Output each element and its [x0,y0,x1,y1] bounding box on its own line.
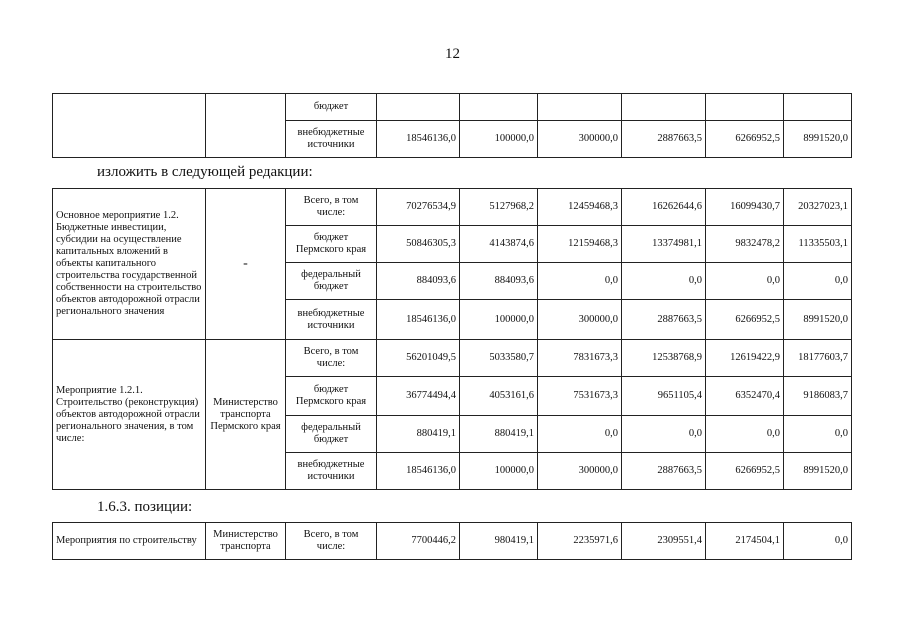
value-cell [460,94,538,121]
value-cell: 8991520,0 [784,453,852,490]
value-cell: 13374981,1 [622,226,706,263]
value-cell: 9186083,7 [784,377,852,416]
value-cell: 70276534,9 [377,189,460,226]
value-cell: 0,0 [622,263,706,300]
value-cell: 2235971,6 [538,523,622,560]
value-cell: 2887663,5 [622,300,706,340]
source-cell: внебюджетные источники [286,300,377,340]
value-cell: 11335503,1 [784,226,852,263]
source-cell: Всего, в том числе: [286,523,377,560]
value-cell: 300000,0 [538,300,622,340]
value-cell: 2309551,4 [622,523,706,560]
value-cell: 2887663,5 [622,453,706,490]
value-cell: 0,0 [784,416,852,453]
value-cell: 2174504,1 [706,523,784,560]
value-cell: 880419,1 [377,416,460,453]
value-cell: 6352470,4 [706,377,784,416]
bottom-table [52,522,852,560]
value-cell: 7700446,2 [377,523,460,560]
value-cell: 56201049,5 [377,340,460,377]
table-row [53,523,852,560]
value-cell: 0,0 [622,416,706,453]
value-cell: 880419,1 [460,416,538,453]
value-cell: 8991520,0 [784,121,852,158]
value-cell: 0,0 [784,263,852,300]
value-cell: 100000,0 [460,300,538,340]
value-cell: 300000,0 [538,121,622,158]
value-cell: 300000,0 [538,453,622,490]
source-cell: внебюджетные источники [286,453,377,490]
value-cell: 12159468,3 [538,226,622,263]
section-heading-2: 1.6.3. позиции: [97,499,193,515]
value-cell: 9651105,4 [622,377,706,416]
source-cell: Всего, в том числе: [286,189,377,226]
table-row [53,94,852,121]
value-cell: 50846305,3 [377,226,460,263]
activity-name-cell: Мероприятие 1.2.1. Строительство (реконструкция) объектов автодорожной отрасли регионального значения, в том числе: [53,340,206,490]
value-cell: 5127968,2 [460,189,538,226]
value-cell: 0,0 [538,263,622,300]
table-row [53,340,852,377]
source-cell: бюджет [286,94,377,121]
value-cell: 884093,6 [377,263,460,300]
value-cell: 7831673,3 [538,340,622,377]
page-number: 12 [445,46,460,62]
value-cell: 12459468,3 [538,189,622,226]
value-cell: 12538768,9 [622,340,706,377]
value-cell: 0,0 [784,523,852,560]
table-row [53,189,852,226]
source-cell: бюджет Пермского края [286,226,377,263]
activity-name-cell: Мероприятия по строительству [53,523,206,560]
value-cell: 9832478,2 [706,226,784,263]
value-cell: 36774494,4 [377,377,460,416]
value-cell [377,94,460,121]
value-cell: 4143874,6 [460,226,538,263]
value-cell: 12619422,9 [706,340,784,377]
value-cell: 6266952,5 [706,121,784,158]
executor-cell: Министерство транспорта [206,523,286,560]
value-cell: 16099430,7 [706,189,784,226]
value-cell: 18546136,0 [377,121,460,158]
value-cell: 18546136,0 [377,300,460,340]
value-cell: 8991520,0 [784,300,852,340]
source-cell: внебюджетные источники [286,121,377,158]
value-cell: 18177603,7 [784,340,852,377]
value-cell: 100000,0 [460,453,538,490]
name-cell [53,94,206,158]
value-cell: 6266952,5 [706,453,784,490]
value-cell: 20327023,1 [784,189,852,226]
value-cell: 16262644,6 [622,189,706,226]
source-cell: федеральный бюджет [286,263,377,300]
value-cell [622,94,706,121]
value-cell: 0,0 [706,263,784,300]
value-cell: 980419,1 [460,523,538,560]
executor-cell: Министерство транспорта Пермского края [206,340,286,490]
value-cell: 100000,0 [460,121,538,158]
value-cell [538,94,622,121]
value-cell: 6266952,5 [706,300,784,340]
value-cell [784,94,852,121]
value-cell: 4053161,6 [460,377,538,416]
value-cell: 884093,6 [460,263,538,300]
section-heading-1: изложить в следующей редакции: [97,164,313,180]
source-cell: бюджет Пермского края [286,377,377,416]
source-cell: федеральный бюджет [286,416,377,453]
value-cell: 18546136,0 [377,453,460,490]
main-table [52,188,852,490]
value-cell: 2887663,5 [622,121,706,158]
value-cell: 5033580,7 [460,340,538,377]
executor-cell: - [206,189,286,340]
value-cell [706,94,784,121]
top-table [52,93,852,158]
executor-cell [206,94,286,158]
activity-name-cell: Основное мероприятие 1.2. Бюджетные инвестиции, субсидии на осуществление капитальных вложений в объекты капитального строительства государственной собственности на строительство объектов автодорожной отрасли регионального значения [53,189,206,340]
value-cell: 0,0 [706,416,784,453]
source-cell: Всего, в том числе: [286,340,377,377]
value-cell: 7531673,3 [538,377,622,416]
value-cell: 0,0 [538,416,622,453]
